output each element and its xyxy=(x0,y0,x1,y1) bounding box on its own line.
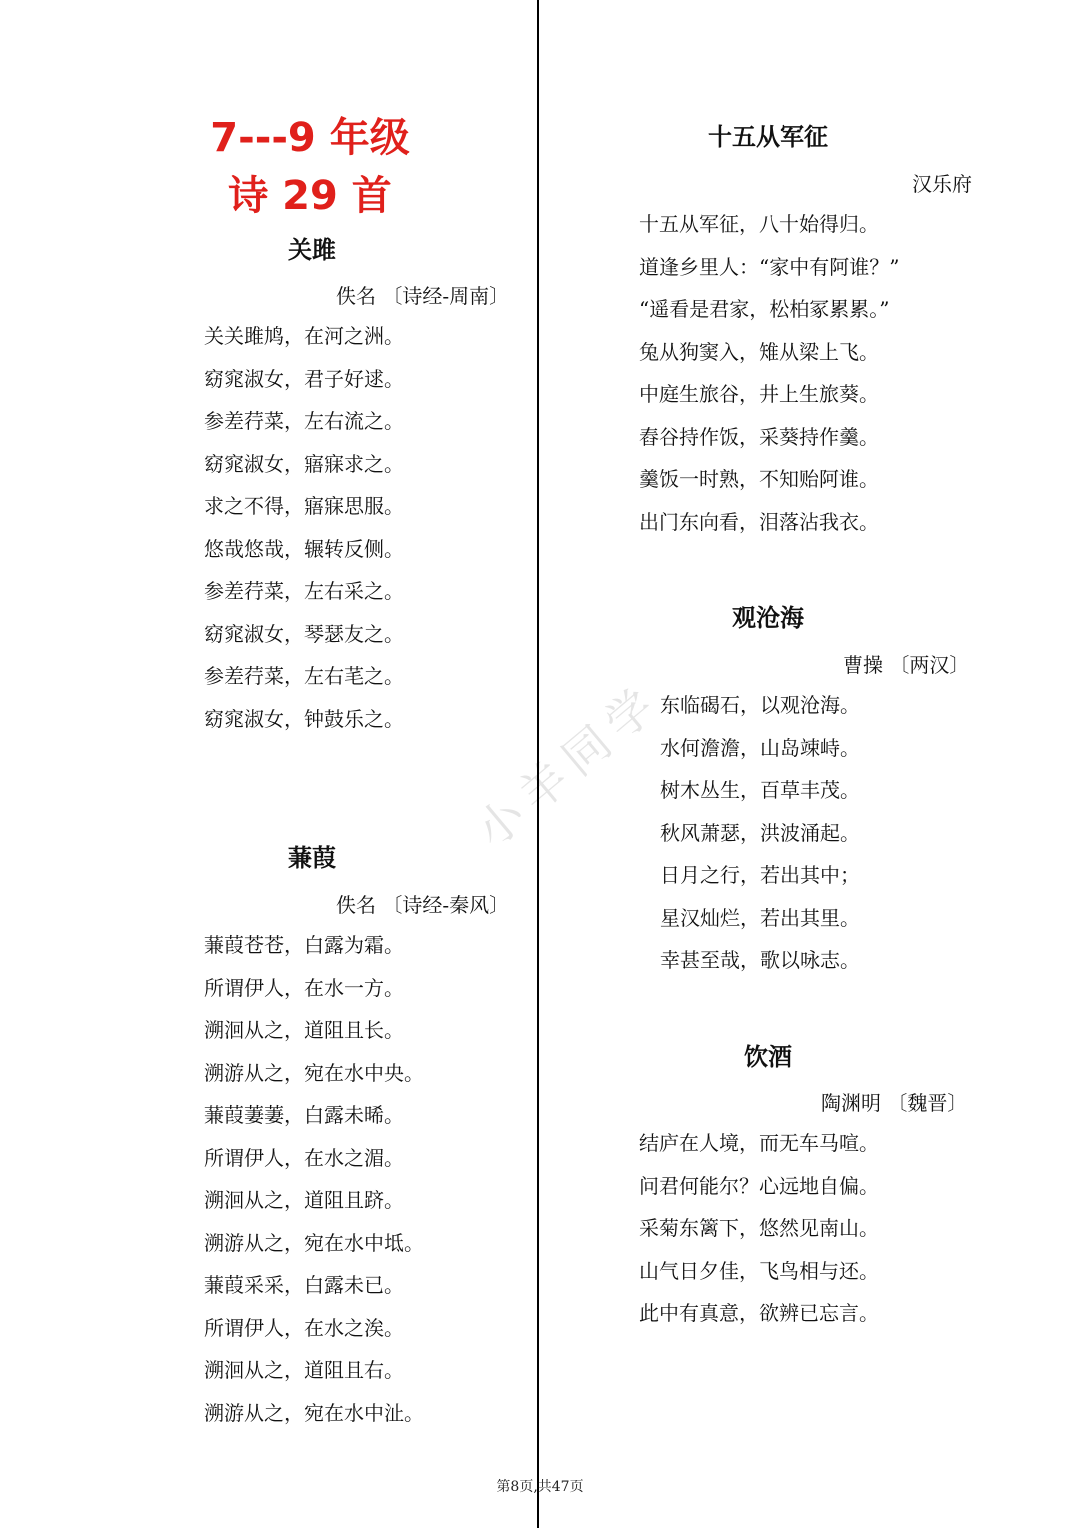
page-heading-grade: 7---9 年级 xyxy=(210,115,410,161)
poem-line: 兔从狗窦入，雉从梁上飞。 xyxy=(639,339,879,364)
poem-title-jianjia: 蒹葭 xyxy=(288,844,336,872)
poem-lines-guancanghai xyxy=(660,684,860,982)
poem-title-guancanghai: 观沧海 xyxy=(732,604,804,632)
poem-line: 舂谷持作饭，采葵持作羹。 xyxy=(639,424,879,449)
poem-line: 出门东向看，泪落沾我衣。 xyxy=(639,509,879,534)
poem-line: 幸甚至哉，歌以咏志。 xyxy=(660,948,860,972)
poem-line: 窈窕淑女，君子好逑。 xyxy=(204,366,404,391)
poem-line: 中庭生旅谷，井上生旅葵。 xyxy=(639,382,879,406)
poem-title-shiwu: 十五从军征 xyxy=(708,123,828,151)
poem-line: 采菊东篱下，悠然见南山。 xyxy=(639,1216,879,1240)
poem-author-yinjiu: 陶渊明 〔魏晋〕 xyxy=(821,1091,968,1115)
poem-line: 窈窕淑女，寤寐求之。 xyxy=(204,451,404,476)
poem-lines-jianjia xyxy=(204,924,424,1434)
poem-line: 水何澹澹，山岛竦峙。 xyxy=(660,735,860,760)
poem-line: 树木丛生，百草丰茂。 xyxy=(660,778,860,802)
poem-line: 关关雎鸠，在河之洲。 xyxy=(204,324,404,348)
poem-line: 羹饭一时熟，不知贻阿谁。 xyxy=(639,467,879,491)
poem-line: 秋风萧瑟，洪波涌起。 xyxy=(660,820,860,845)
poem-line: 窈窕淑女，钟鼓乐之。 xyxy=(204,706,404,731)
poem-lines-shiwu xyxy=(639,203,899,543)
poem-line: 日月之行，若出其中； xyxy=(660,863,860,887)
poem-author-shiwu: 汉乐府 xyxy=(912,172,972,196)
poem-line: 问君何能尔？心远地自偏。 xyxy=(639,1173,879,1198)
poem-title-yinjiu: 饮酒 xyxy=(744,1043,792,1071)
poem-line: 蒹葭萋萋，白露未晞。 xyxy=(204,1103,404,1127)
poem-line: 参差荇菜，左右流之。 xyxy=(204,409,404,433)
poem-line: 所谓伊人，在水之涘。 xyxy=(204,1315,404,1340)
poem-line: 所谓伊人，在水一方。 xyxy=(204,975,404,1000)
poem-line: 溯游从之，宛在水中坻。 xyxy=(204,1230,424,1255)
poem-line: 溯游从之，宛在水中沚。 xyxy=(204,1400,424,1425)
poem-line: 溯洄从之，道阻且右。 xyxy=(204,1358,404,1382)
page-footer: 第8页,共47页 xyxy=(496,1479,584,1495)
poem-line: 溯洄从之，道阻且长。 xyxy=(204,1018,404,1042)
poem-lines-yinjiu xyxy=(639,1122,879,1335)
poem-line: 此中有真意，欲辨已忘言。 xyxy=(639,1301,879,1325)
poem-line: 窈窕淑女，琴瑟友之。 xyxy=(204,621,404,646)
poem-line: 求之不得，寤寐思服。 xyxy=(204,494,404,518)
poem-line: 东临碣石，以观沧海。 xyxy=(660,693,860,717)
poem-line: 道逢乡里人：“家中有阿谁？” xyxy=(639,254,900,279)
poem-line: 蒹葭采采，白露未已。 xyxy=(204,1273,404,1297)
poem-line: 所谓伊人，在水之湄。 xyxy=(204,1145,404,1170)
poem-line: 蒹葭苍苍，白露为霜。 xyxy=(204,933,404,957)
poem-author-guancanghai: 曹操 〔两汉〕 xyxy=(843,653,970,677)
poem-line: 参差荇菜，左右芼之。 xyxy=(204,664,404,688)
poem-line: 结庐在人境，而无车马喧。 xyxy=(639,1131,879,1155)
poem-line: 溯洄从之，道阻且跻。 xyxy=(204,1188,404,1212)
poem-line: 悠哉悠哉，辗转反侧。 xyxy=(204,536,404,561)
poem-line: 山气日夕佳，飞鸟相与还。 xyxy=(639,1258,879,1283)
page-heading-count: 诗 29 首 xyxy=(228,173,392,219)
poem-author-jianjia: 佚名 〔诗经-秦风〕 xyxy=(336,893,510,917)
poem-title-guanju: 关雎 xyxy=(288,236,336,264)
poem-line: 十五从军征，八十始得归。 xyxy=(639,212,879,236)
poem-author-guanju: 佚名 〔诗经-周南〕 xyxy=(336,284,510,308)
watermark: 小羊同学 xyxy=(465,672,673,858)
poem-line: 星汉灿烂，若出其里。 xyxy=(660,905,860,930)
poem-lines-guanju xyxy=(204,315,404,740)
poem-line: 参差荇菜，左右采之。 xyxy=(204,579,404,603)
poem-line: 溯游从之，宛在水中央。 xyxy=(204,1060,424,1085)
poem-line: “遥看是君家，松柏冢累累。” xyxy=(639,297,890,321)
